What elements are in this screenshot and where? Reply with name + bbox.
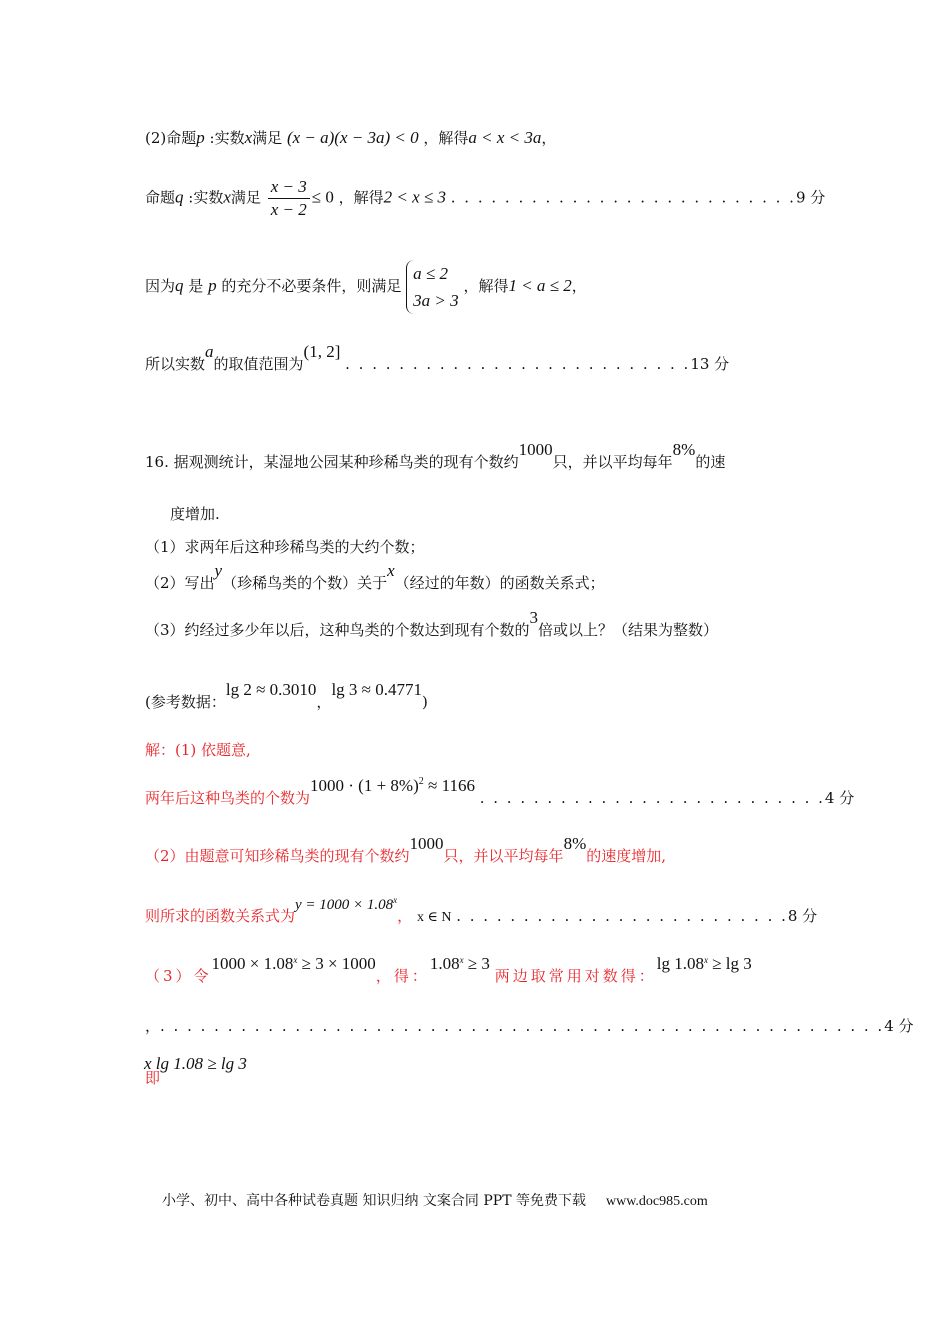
sol-line4: 则所求的函数关系式为$y = 1000 \times 1.08^x$， x ∈ N . . . . . . . . . . . . . . . . . . . . . . . . .8 分 — [145, 895, 818, 925]
score: 9 分 — [795, 188, 826, 207]
p2-line2: 命题q :实数x满足 $\frac{x - 3}{x - 2}$ ≤ 0 ，解得2 < x ≤ 3 . . . . . . . . . . . . . . . . . . . . . . . . . .9 分 — [145, 177, 826, 219]
sol-line1: 解：(1) 依题意, — [145, 741, 251, 759]
q16-line2: 度增加. — [170, 505, 220, 523]
score: 4 分 — [884, 1017, 914, 1035]
q16-line4: （2）写出y（珍稀鸟类的个数）关于x（经过的年数）的函数关系式； — [145, 561, 605, 592]
score: 4 分 — [824, 789, 855, 807]
p2-line3: 因为q 是 p 的充分不必要条件，则满足 a ≤ 2 3a > 3 ，解得1 < a ≤ 2， — [145, 260, 587, 314]
score: 8 分 — [787, 907, 818, 925]
page-footer: 小学、初中、高中各种试卷真题 知识归纳 文案合同 PPT 等免费下载 www.doc985.com — [162, 1193, 708, 1209]
footer-url[interactable]: www.doc985.com — [605, 1194, 708, 1209]
q16-line3: （1）求两年后这种珍稀鸟类的大约个数； — [145, 538, 425, 556]
sol-line2: 两年后这种鸟类的个数为$1000 \cdot (1 + 8\%)^2 \approx 1166$ . . . . . . . . . . . . . . . . . . . . . . . . . .4 分 — [145, 776, 855, 807]
sol-line7: 即x lg 1.08 ≥ lg 3 — [144, 1054, 247, 1087]
inequality-system: a ≤ 2 3a > 3 — [406, 260, 458, 314]
sol-line5: （3）令$1000 \times 1.08^x \ge 3 \times 1000$，得：1.08$^x$ ≥ 3 两边取常用对数得：lg 1.08$^x$ ≥ lg 3 — [145, 954, 752, 985]
p2-line1: (2)命题p :实数x满足 (x − a)(x − 3a) < 0 ，解得a < x < 3a， — [145, 128, 557, 147]
sol-line3: （2）由题意可知珍稀鸟类的现有个数约1000只，并以平均每年8%的速度增加, — [145, 834, 667, 865]
inequality: (x − a)(x − 3a) < 0 — [286, 128, 419, 147]
score: 13 分 — [690, 355, 730, 373]
q16-line1: 16. 据观测统计，某湿地公园某种珍稀鸟类的现有个数约1000只，并以平均每年8%的速 — [145, 440, 726, 471]
sol-line6: ，. . . . . . . . . . . . . . . . . . . . . . . . . . . . . . . . . . . . . . . . . . . . . . . . . . . . . .4 分 — [145, 1017, 914, 1035]
p2-line4: 所以实数a的取值范围为(1, 2] . . . . . . . . . . . . . . . . . . . . . . . . . .13 分 — [145, 342, 730, 373]
q16-line6: (参考数据：lg 2 ≈ 0.3010，lg 3 ≈ 0.4771) — [145, 680, 428, 711]
q16-line5: （3）约经过多少年以后，这种鸟类的个数达到现有个数的3倍或以上？（结果为整数） — [145, 608, 719, 639]
fraction: $\frac{x - 3}{x - 2}$ — [268, 176, 310, 221]
